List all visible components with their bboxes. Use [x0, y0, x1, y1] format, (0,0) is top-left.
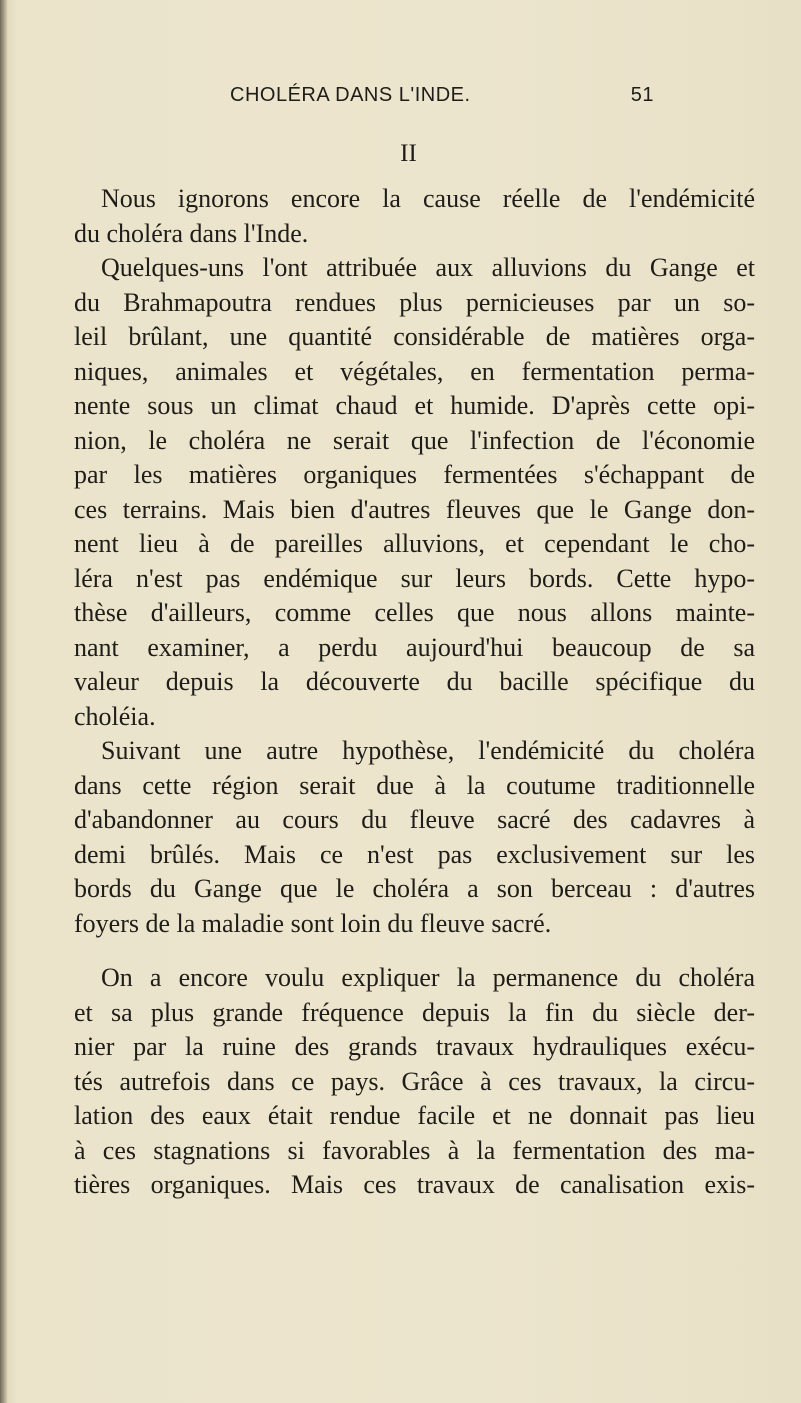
paragraph	[47, 251, 755, 734]
running-header	[230, 84, 660, 110]
text-line: demi brûlés. Mais ce n'est pas exclusivement sur les	[74, 839, 755, 869]
text-line: tés autrefois dans ce pays. Grâce à ces travaux, la circu-	[74, 1066, 755, 1096]
text-line: dans cette région serait due à la coutume traditionnelle	[74, 770, 755, 800]
text-line: du Brahmapoutra rendues plus pernicieuses par un so-	[74, 287, 755, 317]
running-title: CHOLÉRA DANS L'INDE.	[230, 84, 471, 106]
text-line: et sa plus grande fréquence depuis la fin du siècle der-	[74, 997, 755, 1027]
page-number: 51	[630, 84, 654, 106]
text-line: léra n'est pas endémique sur leurs bords. Cette hypo-	[74, 563, 755, 593]
text-line: ces terrains. Mais bien d'autres fleuves que le Gange don-	[74, 494, 755, 524]
text-line: On a encore voulu expliquer la permanence du choléra	[101, 963, 755, 992]
text-line: tières organiques. Mais ces travaux de canalisation exis-	[74, 1170, 755, 1199]
text-line: Nous ignorons encore la cause réelle de l'endémicité	[101, 184, 755, 213]
text-line: d'abandonner au cours du fleuve sacré des cadavres à	[74, 805, 755, 834]
text-line: nent lieu à de pareilles alluvions, et cependant le cho-	[74, 529, 755, 558]
text-line: nant examiner, a perdu aujourd'hui beaucoup de sa	[74, 632, 755, 662]
text-line: bords du Gange que le choléra a son berceau : d'autres	[74, 874, 755, 903]
text-line: à ces stagnations si favorables à la fermentation des ma-	[74, 1135, 755, 1165]
text-line: Suivant une autre hypothèse, l'endémicité du choléra	[101, 736, 755, 765]
body-text	[47, 182, 755, 1203]
paragraph	[47, 961, 755, 1203]
paragraph-gap	[47, 941, 755, 961]
text-line: nente sous un climat chaud et humide. D'après cette opi-	[74, 391, 755, 420]
text-line: choléia.	[74, 701, 156, 731]
paragraph	[47, 182, 755, 251]
text-line: leil brûlant, une quantité considérable de matières orga-	[74, 322, 755, 351]
text-line: Quelques-uns l'ont attribuée aux alluvions du Gange et	[101, 253, 755, 282]
text-line: valeur depuis la découverte du bacille spécifique du	[74, 667, 755, 696]
text-line: du choléra dans l'Inde.	[74, 218, 309, 248]
page-binding-edge	[0, 0, 8, 1403]
paragraph	[47, 734, 755, 941]
section-number: II	[400, 140, 417, 167]
text-line: niques, animales et végétales, en fermentation perma-	[74, 356, 755, 386]
text-line: lation des eaux était rendue facile et ne donnait pas lieu	[74, 1101, 755, 1130]
text-line: thèse d'ailleurs, comme celles que nous allons mainte-	[74, 598, 755, 627]
text-line: par les matières organiques fermentées s'échappant de	[74, 460, 755, 489]
text-line: foyers de la maladie sont loin du fleuve sacré.	[74, 908, 552, 938]
text-line: nion, le choléra ne serait que l'infection de l'économie	[74, 425, 755, 455]
text-line: nier par la ruine des grands travaux hydrauliques exécu-	[74, 1032, 755, 1061]
